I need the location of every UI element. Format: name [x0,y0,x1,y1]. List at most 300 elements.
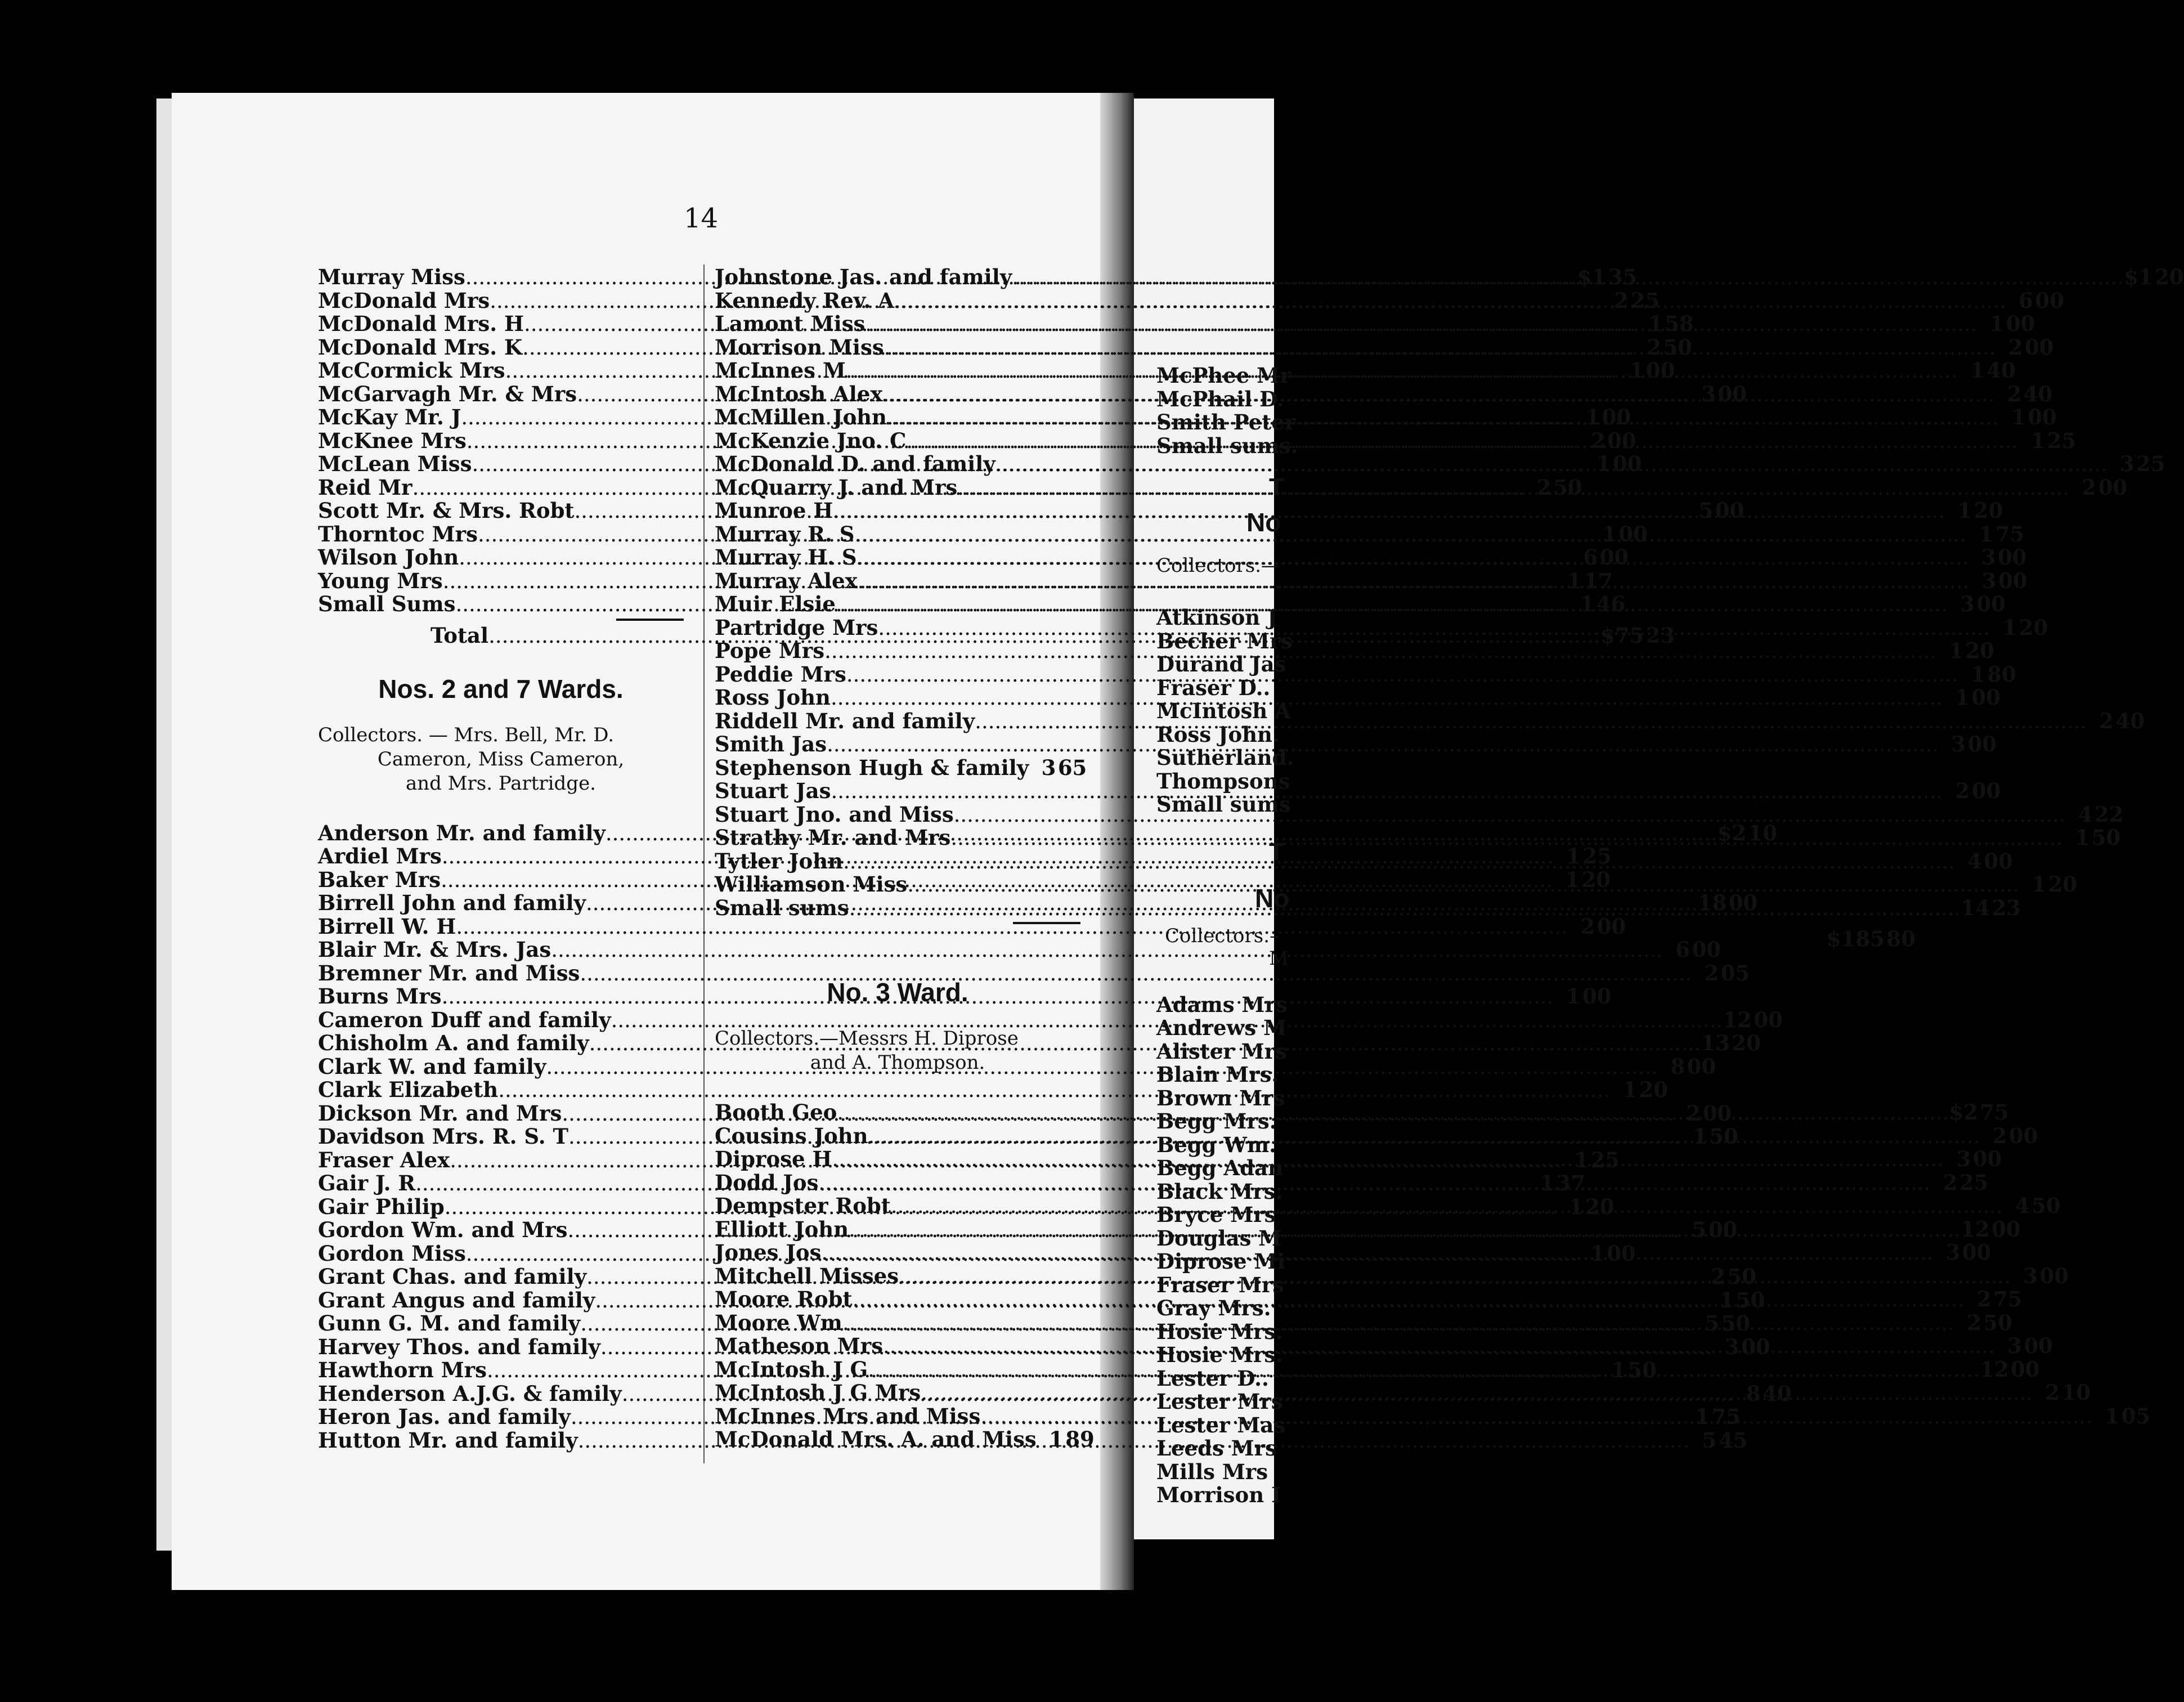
entry-name: Hutton Mr. and family [318,1427,578,1453]
entry-cents: 20 [2155,265,2184,289]
leader-dots [921,1380,2033,1405]
entry-name: Becher Mrs [1156,628,1293,653]
entry-dollars: 1 [1694,1404,1710,1429]
entry-dollars: 1 [1955,685,1970,710]
entry-name: Lester Mrs [1156,1389,1283,1414]
leader-dots [546,1054,1658,1079]
entry-dollars: 2 [1590,428,1606,453]
entry-dollars: 2 [2007,381,2022,406]
entry-dollars: 1 [1596,451,1611,476]
entry-cents: 00 [2039,1263,2069,1288]
entry-name: Atkinson J [1156,605,1277,630]
entry-cents: 50 [1983,1310,2012,1335]
entry-name: McCormick Mrs [318,358,505,383]
entry-name: Diprose H [715,1146,832,1171]
entry-dollars: 2 [1647,334,1662,360]
entry-dollars: 3 [1041,755,1056,780]
entry-name: Gair Philip [318,1194,445,1219]
entry-dollars: 1 [2011,405,2026,429]
section-heading: Nos. 2 and 7 Wards. [378,674,624,704]
entry-name: Cousins John [715,1123,868,1148]
entry-name: Davidson Mrs. R. S. T [318,1124,569,1149]
entry-name: McMillen John [715,405,887,429]
entry-name: Kennedy Rev. A [715,288,895,313]
leader-dots [818,1170,1930,1195]
entry-name: Wilson John [318,545,459,570]
entry-dollars: 1 [2030,428,2046,453]
entry-dollars: 1 [1622,1077,1638,1102]
leader-dots [842,1310,1954,1335]
entry-dollars: 1 [1979,521,1994,547]
entry-cents: 20 [1639,1077,1669,1102]
entry-name: McKay Mr. J [318,405,461,429]
entry-name: Dickson Mr. and Mrs [318,1100,562,1126]
total-cents: 23 [1645,622,1675,648]
entry-name: Gair J. R [318,1171,416,1195]
entry-cents: 50 [1727,1264,1757,1289]
leader-dots [891,1193,2003,1218]
entry-dollars: 1 [2031,872,2047,897]
entry-dollars: 2 [1686,1100,1701,1126]
entry-dollars: 1 [1540,1171,1555,1195]
entry-dollars: 1 [2002,615,2017,640]
entry-row [715,755,1087,780]
entry-cents: 25 [1590,1147,1620,1172]
entry-cents: 50 [1663,334,1693,360]
entry-cents: 00 [2035,288,2064,313]
entry-name: Gunn G. M. and family [318,1311,581,1336]
entry-name: Jones Jos [715,1240,822,1265]
entry-cents: 00 [2025,334,2054,360]
entry-name: Matheson Mrs [715,1333,884,1358]
leader-dots [853,1287,1965,1311]
entry-dollars: 1 [1970,358,1985,383]
entry-name: Muir Elsie [715,592,836,616]
entry-dollars: 4 [2015,1193,2030,1218]
entry-name: Blain Mrs. [1156,1062,1279,1087]
entry-name: Morrison I [1156,1482,1281,1507]
entry-name: Strathy Mr. and Mrs [715,825,951,850]
entry-cents: 00 [1602,405,1631,429]
entry-cents: 00 [1984,848,2013,874]
entry-dollars: 2 [1943,1170,1958,1195]
entry-name: Small sums [1156,792,1291,817]
collectors-note: Collectors.— [1156,554,1281,577]
entry-name: Hosie Mrs. [1156,1342,1284,1367]
entry-cents: 50 [1627,1358,1657,1382]
entry-name: Murray Alex [715,568,858,593]
entry-cents: 20 [1585,1194,1615,1219]
entry-dollars: $2 [1717,820,1747,845]
entry-cents: 00 [2008,1123,2038,1148]
entry-name: Chisholm A. and family [318,1031,589,1055]
entry-dollars: 3 [1956,1146,1971,1171]
entry-name: Begg Adan [1156,1155,1283,1180]
entry-dollars: 18 [1697,890,1727,915]
entry-cents: 25 [1630,288,1660,313]
entry-cents: 05 [1720,960,1750,986]
entry-name: Partridge Mrs [715,615,878,640]
entry-cents: 05 [2121,1403,2151,1428]
entry-name: Leeds Mrs [1156,1436,1277,1461]
entry-name: Young Mrs [318,568,443,593]
total-label: Total [430,622,489,648]
entry-cents: 17 [1584,568,1613,593]
section-heading: T [1269,837,1284,866]
entry-name: Clark W. and family [318,1054,546,1079]
entry-name: McPhee Mr [1156,363,1291,388]
entry-name: Elliott John [715,1216,849,1242]
entry-cents: 75 [1711,1404,1741,1429]
entry-dollars: 1 [1719,1287,1734,1313]
entry-cents: 00 [1717,381,1747,406]
total-dollars: $75 [1600,622,1644,648]
entry-name: Grant Chas. and family [318,1264,587,1289]
entry-dollars: $1 [1577,265,1607,289]
leader-dots [878,615,1990,640]
leader-dots [887,405,1999,429]
leader-dots [1012,265,2124,289]
entry-dollars: 1 [1971,661,1985,687]
leader-dots [849,895,1961,920]
entry-name: Pope Mrs [715,638,825,663]
entry-name: Johnstone Jas. and family [715,265,1012,289]
entry-cents: 37 [1556,1171,1586,1195]
entry-name: Small Sums [318,592,456,616]
entry-name: Murray Miss [318,265,465,289]
collectors-line: and A. Thompson. [810,1051,985,1074]
entry-dollars: 12 [1979,1356,2009,1382]
leader-dots [843,849,1955,874]
leader-dots [884,335,1996,360]
entry-dollars: 1 [2075,825,2090,850]
leader-dots [868,1357,1980,1382]
entry-name: Hawthorn Mrs [318,1358,487,1382]
entry-name: McDonald Mrs. K [318,334,523,360]
collectors-line: Cameron, Miss Cameron, [377,747,625,771]
entry-dollars: 1 [1611,1358,1626,1382]
collectors-note: Collectors.– [1165,924,1280,947]
leader-dots [975,709,2087,733]
entry-cents: 10 [2061,1380,2091,1405]
entry-name: Dodd Jos [715,1170,819,1195]
leader-dots [995,451,2107,476]
entry-name: Heron Jas. and family [318,1404,571,1429]
entry-name: Stuart Jno. and Miss [715,801,954,827]
entry-name: Cameron Duff and family [318,1007,611,1032]
entry-name: Ardiel Mrs [318,844,442,868]
entry-dollars: 2 [1536,474,1551,500]
entry-dollars: 14 [1961,895,1990,920]
entry-name: McDonald Mrs [318,288,490,313]
entry-dollars: 2 [1967,1310,1981,1335]
entry-cents: 00 [2006,311,2035,336]
entry-cents: 00 [1976,592,2006,616]
leader-dots [865,311,1977,336]
entry-dollars: 12 [1961,1216,1990,1242]
entry-name: Smith Jas [715,732,827,756]
entry-row [715,1427,1095,1452]
entry-dollars: 1 [1602,521,1617,547]
entry-name: McLean Miss [318,451,472,476]
entry-name: Morrison Miss [715,334,884,360]
entry-cents: 00 [2010,1356,2040,1382]
entry-name: Ross John [715,685,831,710]
leader-dots [883,1333,1995,1358]
leader-dots [957,475,2069,500]
entry-cents: 00 [1754,1007,1783,1032]
entry-name: Booth Geo [715,1100,837,1125]
leader-dots [821,1240,1933,1265]
entry-cents: 50 [1553,474,1582,500]
entry-name: Peddie Mrs [715,661,846,687]
entry-cents: 00 [1582,984,1612,1009]
leader-dots [846,662,1958,687]
entry-cents: 00 [1599,545,1629,570]
entry-dollars: 8 [1746,1381,1761,1406]
entry-cents: 00 [2098,474,2128,500]
entry-dollars: 1 [1566,844,1581,868]
entry-dollars: 2 [1992,1123,2007,1148]
entry-cents: 00 [1646,358,1675,383]
entry-cents: 00 [1992,1216,2021,1242]
entry-dollars: 1 [1565,867,1580,892]
entry-cents: 65 [1057,755,1087,780]
entry-cents: 75 [1980,1100,2009,1125]
total-cents: 80 [1886,926,1916,951]
entry-dollars: 6 [2019,288,2033,313]
entry-dollars: $2 [1949,1100,1978,1125]
collectors-line: Collectors.—Messrs H. Diprose [715,1027,1019,1050]
entry-dollars: 6 [1675,937,1690,962]
entry-name: Mitchell Misses [715,1263,899,1288]
entry-name: Munroe H [715,498,833,523]
entry-cents: 50 [1721,1311,1751,1336]
collectors-line: and Mrs. Partridge. [406,772,596,795]
entry-name: Birrell W. H [318,913,456,939]
entry-name: Bryce Mrs [1156,1202,1276,1227]
entry-name: Williamson Miss [715,872,908,897]
entry-name: Lester Mas [1156,1412,1286,1437]
entry-name: McDonald Mrs. H [318,311,524,336]
entry-name: Fraser Mrs [1156,1272,1285,1297]
entry-cents: 00 [2024,1333,2053,1358]
entry-dollars: 2 [1614,288,1629,313]
entry-name: Black Mrs. [1156,1179,1283,1204]
entry-name: Bremner Mr. and Miss [318,960,580,986]
entry-cents: 35 [1608,265,1638,289]
entry-name: Murray H. S [715,545,857,570]
entry-cents: 40 [2115,708,2145,733]
entry-name: Begg Mrs. [1156,1109,1277,1134]
entry-name: Anderson Mr. and family [318,820,606,845]
entry-cents: 25 [2136,451,2165,476]
entry-dollars: 2 [2099,708,2114,733]
entry-dollars: 6 [1583,545,1598,570]
entry-name: McInnes Mrs and Miss [715,1403,981,1428]
entry-cents: 00 [1715,498,1744,523]
entry-name: Begg Wm. [1156,1132,1277,1157]
entry-name: Stuart Jas [715,778,831,803]
entry-dollars: $1 [2124,265,2153,289]
entry-cents: 20 [1581,867,1611,892]
total-dollars: $185 [1826,926,1885,951]
leader-dots [899,1264,2011,1288]
entry-dollars: 12 [1723,1007,1752,1032]
entry-dollars: 5 [1702,1427,1717,1453]
entry-name: Brown Mrs [1156,1085,1285,1110]
entry-dollars: 1 [1693,1124,1707,1149]
leader-dots [950,825,2062,850]
entry-row [1156,1482,1325,1506]
entry-name: Ross John. [1156,722,1280,747]
section-heading: No [1246,508,1281,537]
entry-name: Thompsons [1156,768,1290,794]
entry-name: McQuarry J. and Mrs [715,474,958,500]
entry-cents: 75 [1993,1287,2022,1311]
entry-dollars: 5 [1692,1217,1707,1242]
entry-name: Fraser D.. [1156,675,1271,700]
entry-name: Scott Mr. & Mrs. Robt [318,498,575,523]
entry-cents: 20 [2019,615,2048,640]
entry-cents: 00 [1596,913,1626,939]
entry-dollars: 1 [1590,1240,1605,1266]
entry-name: McKnee Mrs [318,428,467,453]
entry-name: McDonald Mrs. A. and Miss [715,1427,1037,1452]
entry-dollars: 2 [2008,334,2023,360]
entry-name: Small sums [715,895,849,920]
entry-name: McIntosh J G [715,1356,868,1382]
entry-cents: 20 [2048,872,2078,897]
leader-dots [831,778,1943,803]
entry-dollars: 2 [2045,1380,2060,1405]
entry-cents: 00 [1702,1100,1732,1126]
entry-dollars: 3 [2119,451,2134,476]
entry-name: Burns Mrs [318,984,442,1009]
entry-name: McIntosh A [1156,698,1291,723]
entry-dollars: 1 [1648,311,1663,336]
entry-name: McPhail D. [1156,386,1284,411]
entry-cents: 89 [1065,1427,1095,1452]
entry-cents: 00 [1998,568,2028,593]
entry-dollars: 1 [1568,1194,1584,1219]
entry-cents: 46 [1596,592,1626,616]
entry-name: McKenzie Jno. C [715,428,907,453]
entry-cents: 00 [1728,890,1758,915]
entry-name: Andrews M [1156,1015,1287,1040]
entry-cents: 80 [1987,661,2016,687]
leader-dots [846,358,1958,383]
entry-cents: 20 [1965,638,1994,663]
entry-dollars: 4 [1967,848,1982,874]
entry-dollars: 2 [2082,474,2097,500]
entry-name: Douglas M [1156,1225,1282,1251]
leader-dots [894,288,2006,313]
entry-cents: 40 [1763,1381,1792,1406]
entry-row [318,960,1750,986]
leader-dots [827,732,1939,756]
entry-cents: 23 [1992,895,2021,920]
entry-name: Gray Mrs. [1156,1296,1271,1320]
entry-name: Fraser Alex [318,1147,450,1172]
entry-name: Blair Mr. & Mrs. Jas [318,937,551,962]
entry-dollars: 1 [1566,984,1581,1009]
entry-dollars: 3 [2023,1263,2038,1288]
leader-dots [858,568,1970,593]
entry-cents: 20 [1732,1031,1761,1055]
entry-cents: 25 [1959,1170,1989,1195]
entry-cents: 00 [1967,732,1997,756]
entry-dollars: 1 [1585,405,1600,429]
leader-dots [868,1123,1980,1148]
entry-name: Sutherland. [1156,745,1294,770]
entry-cents: 00 [1692,937,1721,962]
entry-name: Clark Elizabeth [318,1077,499,1102]
entry-name: Durand Jas [1156,652,1286,677]
entry-name: Birrell John and family [318,890,586,915]
entry-dollars: 2 [1955,778,1970,803]
entry-row [715,872,2078,897]
entry-name: McIntosh J G Mrs [715,1380,921,1405]
entry-cents: 50 [1709,1124,1738,1149]
collectors-line: Collectors. — Mrs. Bell, Mr. D. [318,723,615,746]
leader-dots [833,498,1945,523]
entry-name: Stephenson Hugh & family [715,755,1029,780]
entry-name: Alister Mrs [1156,1038,1287,1064]
entry-dollars: 3 [1701,381,1716,406]
section-heading: No [1255,883,1290,913]
leader-dots [954,802,2066,827]
entry-cents: 50 [2031,1193,2061,1218]
entry-cents: 25 [1582,844,1612,868]
collectors-note [318,723,684,796]
entry-name: Reid Mr [318,474,412,500]
leader-dots [831,685,1943,710]
leader-dots [824,638,1936,663]
entry-dollars: 5 [1698,498,1714,523]
leader-dots [907,872,2019,897]
entry-name: Lamont Miss [715,311,865,336]
entry-dollars: 1 [1567,568,1582,593]
entry-dollars: 1 [1949,638,1963,663]
entry-name: Dempster Robt [715,1193,891,1218]
entry-dollars: 1 [1580,592,1595,616]
entry-name: McIntosh Alex [715,381,883,406]
entry-cents: 10 [1748,820,1778,845]
entry-dollars: 3 [1945,1240,1961,1265]
section-heading: No. 3 Ward. [827,978,968,1007]
entry-cents: 40 [2023,381,2053,406]
entry-cents: 00 [1741,1334,1770,1359]
entry-dollars: 3 [1724,1334,1739,1359]
entry-dollars: 1 [1989,311,2004,336]
entry-dollars: 1 [2105,1403,2120,1428]
entry-name: Small sums. [1156,433,1298,458]
entry-dollars: 2 [1704,960,1719,986]
entry-name: Moore Wm [715,1310,842,1335]
leader-dots [857,545,1969,570]
entry-dollars: 1 [1957,498,1972,523]
leader-dots [849,1217,1961,1242]
entry-cents: 00 [1607,1240,1636,1266]
entry-name: Diprose Mi [1156,1249,1285,1274]
entry-dollars: 5 [1705,1311,1720,1336]
collectors-note [715,1027,1080,1075]
entry-cents: 50 [1735,1287,1765,1313]
entry-dollars: 3 [1981,568,1997,593]
entry-dollars: 8 [1670,1054,1685,1079]
entry-name: McInnes M [715,358,846,383]
